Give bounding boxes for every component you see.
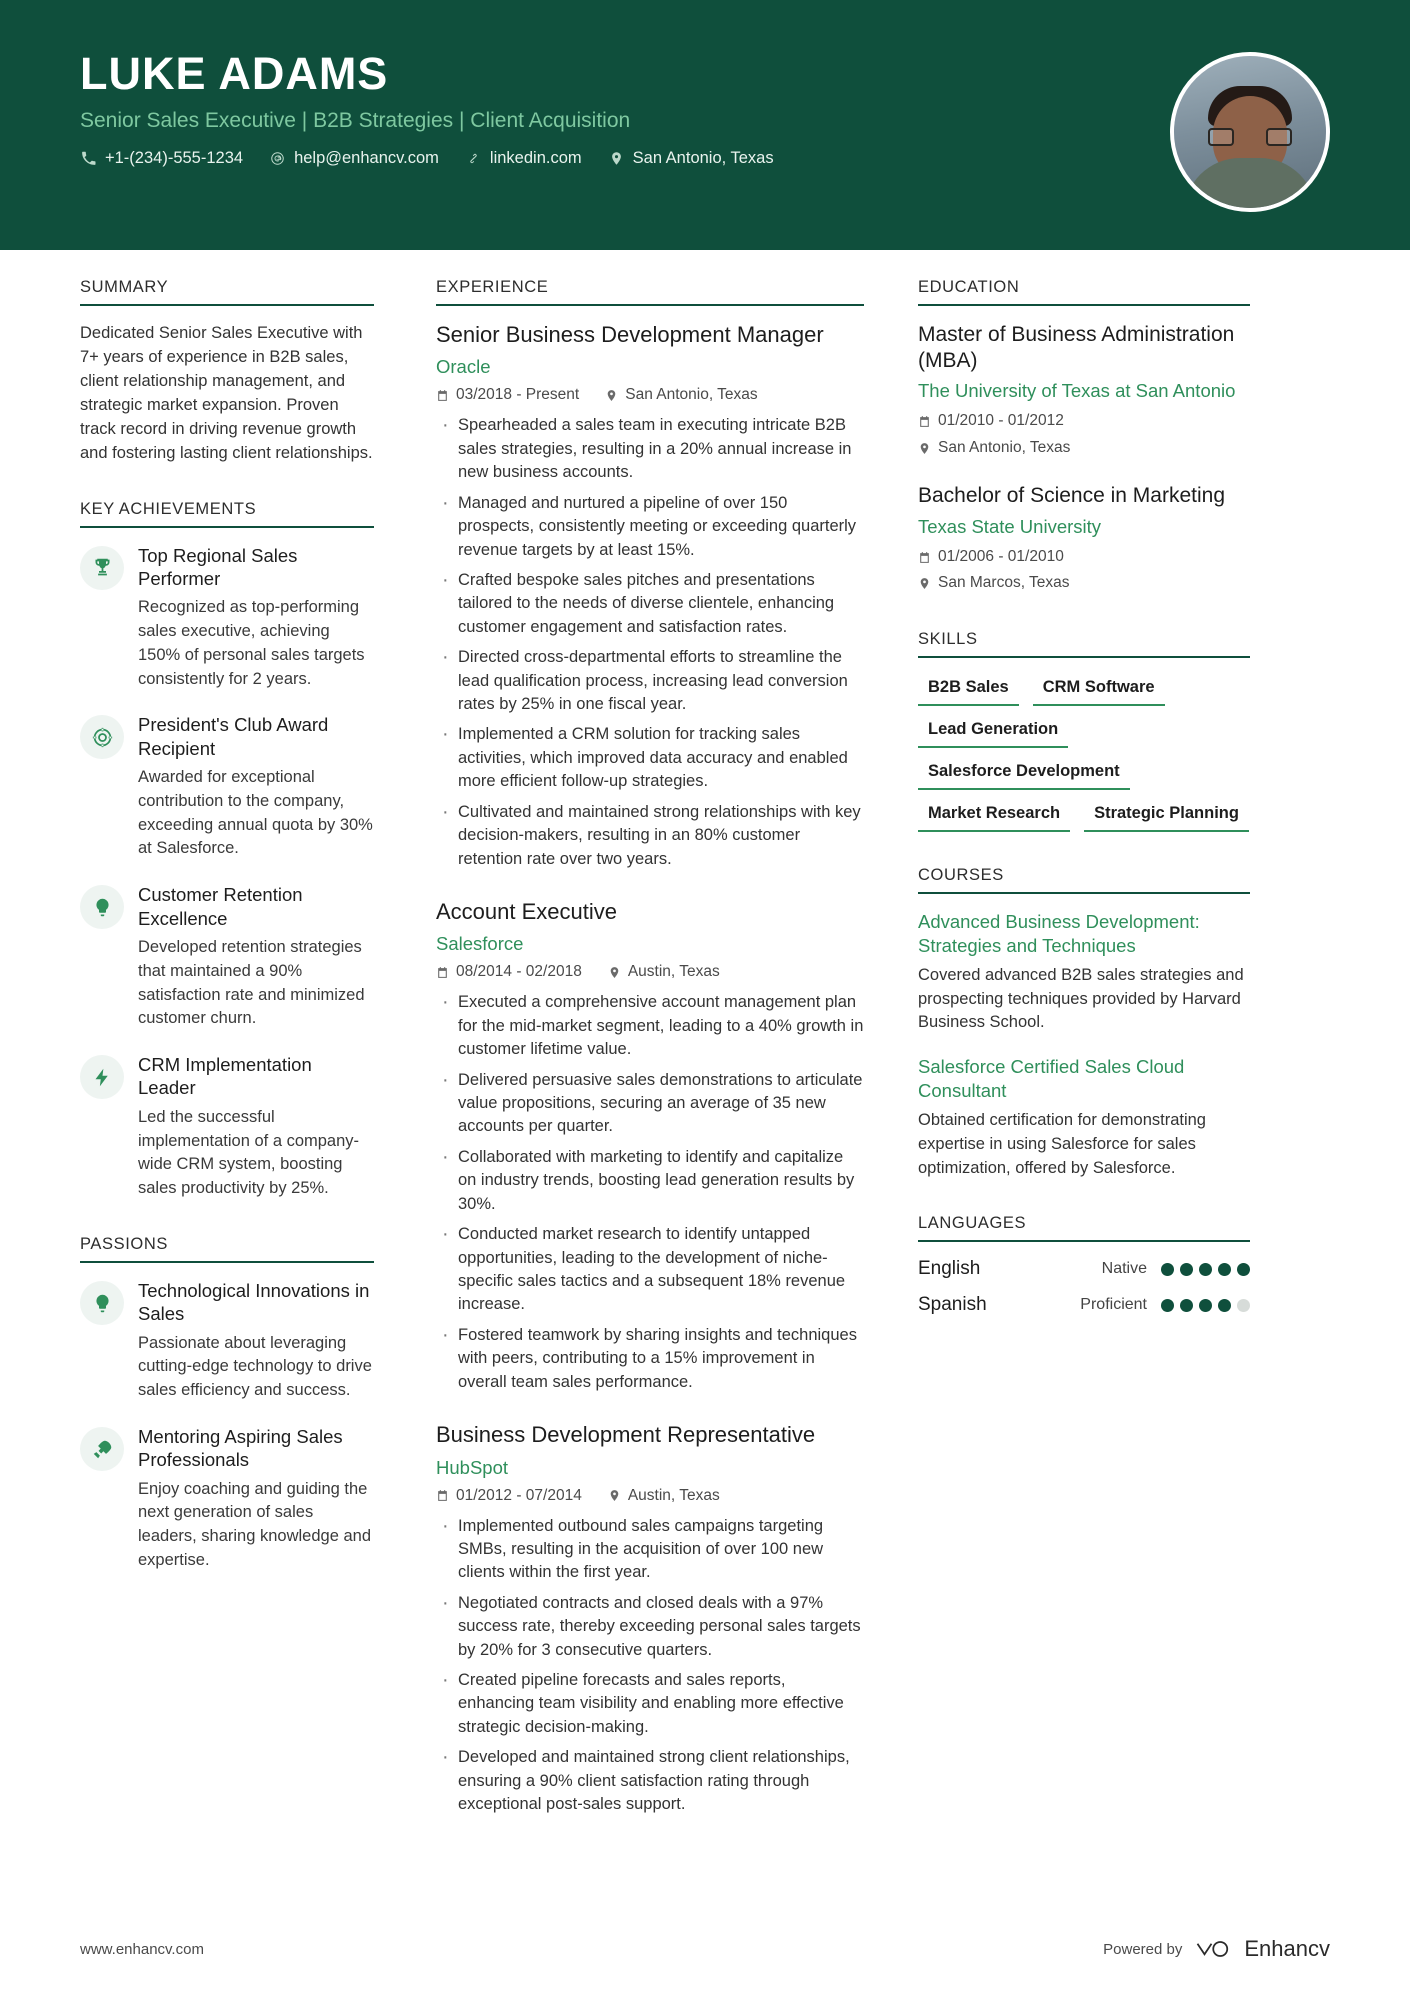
experience-item [436,1422,864,1816]
skills-title: SKILLS [918,630,1250,658]
contact-location [608,149,774,168]
job-bullet: · Fostered teamwork by sharing insights and techniques with peers, contributing to a 15% improvement in overall team sales performance. [436,1324,864,1394]
job-location [608,1487,720,1505]
job-meta [436,1487,864,1505]
achievement-item [80,883,374,1031]
job-location [605,386,757,404]
contact-email-text[interactable]: help@enhancv.com [294,149,439,168]
job-title: Business Development Representative [436,1422,816,1448]
education-location [918,571,1250,596]
page-footer [0,1903,1410,1995]
education-location-text: San Marcos, Texas [938,574,1070,592]
experience-column [410,278,890,1845]
course-desc: Covered advanced B2B sales strategies and prospecting techniques provided by Harvard Business School. [918,965,1244,1032]
achievement-item [80,713,374,861]
education-item [918,483,1250,596]
section-passions [80,1235,374,1573]
education-degree: Master of Business Administration (MBA) [918,323,1235,372]
section-key-achievements [80,500,374,1202]
passion-title: Mentoring Aspiring Sales Professionals [138,1426,343,1471]
link-icon [465,150,482,167]
job-location-text: Austin, Texas [627,963,720,981]
right-column [890,278,1250,1350]
achievement-text: Led the successful implementation of a company-wide CRM system, boosting sales productivity by 25%. [138,1107,360,1198]
resume-header [0,0,1410,250]
location-icon [918,442,931,455]
email-icon [269,150,286,167]
languages-title: LANGUAGES [918,1214,1250,1242]
job-bullet: · Created pipeline forecasts and sales reports, enhancing team visibility and enabling more effective strategic decision-making. [436,1669,864,1739]
job-dates [436,1487,582,1505]
summary-text: Dedicated Senior Sales Executive with 7+ years of experience in B2B sales, client relationship management, and strategic market expansion. Proven track record in driving revenue growth and fostering lasting client relationships. [80,324,373,462]
language-item [918,1258,1250,1280]
passion-item [80,1425,374,1573]
enhancv-mark [1194,1937,1236,1961]
job-meta [436,963,864,981]
job-title: Senior Business Development Manager [436,322,824,347]
job-title: Account Executive [436,898,617,924]
education-dates-text: 01/2006 - 01/2010 [938,547,1064,565]
lightbulb-icon [80,885,124,929]
education-title: EDUCATION [918,278,1250,306]
summary-title: SUMMARY [80,278,374,306]
language-level: Proficient [1080,1296,1147,1314]
calendar-icon [436,966,449,979]
education-school: Texas State University [918,515,1102,537]
job-bullet: · Directed cross-departmental efforts to streamline the lead qualification process, increasing lead conversion rates by 25% in one fiscal year. [436,646,864,716]
footer-website[interactable]: www.enhancv.com [80,1940,204,1958]
achievement-item [80,544,374,692]
achievement-title: President's Club Award Recipient [138,714,329,759]
job-dates-text: 08/2014 - 02/2018 [456,963,582,981]
job-location [608,963,720,981]
course-item [918,910,1250,1035]
job-company: HubSpot [436,1456,508,1478]
section-summary [80,278,374,466]
job-meta [436,386,864,404]
education-dates [918,409,1250,434]
education-degree: Bachelor of Science in Marketing [918,483,1225,507]
job-bullet: · Conducted market research to identify untapped opportunities, leading to the development of niche-specific sales tactics and a subsequent 18% revenue increase. [436,1223,864,1317]
achievement-title: Top Regional Sales Performer [138,544,298,589]
passion-title: Technological Innovations in Sales [138,1280,370,1325]
education-school: The University of Texas at San Antonio [918,380,1236,402]
location-icon [918,577,931,590]
job-bullets [436,1515,864,1817]
rocket-icon [80,1427,124,1471]
headline: Senior Sales Executive | B2B Strategies | Client Acquisition [80,109,631,133]
job-bullet: · Delivered persuasive sales demonstrations to articulate value propositions, securing an average of 35 new accounts per quarter. [436,1069,864,1139]
course-title: Advanced Business Development: Strategies and Techniques [918,911,1200,956]
job-bullets [436,991,864,1394]
course-desc: Obtained certification for demonstrating expertise in using Salesforce for sales optimization, offered by Salesforce. [918,1110,1206,1177]
job-bullet: · Spearheaded a sales team in executing intricate B2B sales strategies, resulting in a 20% annual increase in new business accounts. [436,414,864,484]
job-bullet: · Negotiated contracts and closed deals with a 97% success rate, thereby exceeding personal sales targets by 20% for 3 consecutive quarters. [436,1592,864,1662]
job-bullet: · Executed a comprehensive account management plan for the mid-market segment, leading to a 40% growth in customer lifetime value. [436,991,864,1061]
achievement-title: CRM Implementation Leader [138,1054,312,1099]
education-location [918,436,1250,461]
skill-chip: Strategic Planning [1084,800,1249,832]
resume-body [0,250,1410,1845]
education-meta [918,545,1250,597]
language-rating [1161,1263,1250,1276]
job-dates-text: 03/2018 - Present [456,386,580,404]
skill-chip: Salesforce Development [918,758,1130,790]
job-bullet: · Developed and maintained strong client relationships, ensuring a 90% client satisfaction rating through exceptional post-sales support. [436,1746,864,1816]
achievements-title: KEY ACHIEVEMENTS [80,500,374,528]
job-location-text: San Antonio, Texas [625,386,758,404]
language-name: Spanish [918,1294,987,1316]
calendar-icon [436,389,449,402]
target-icon [80,715,124,759]
contact-phone [80,149,243,168]
contact-location-text: San Antonio, Texas [632,149,774,168]
language-item [918,1294,1250,1316]
section-education [918,278,1250,596]
brand-name: Enhancv [1244,1936,1330,1961]
page-title: LUKE ADAMS [80,48,389,99]
skill-chip: CRM Software [1033,674,1165,706]
trophy-icon [80,546,124,590]
avatar [1170,52,1330,212]
location-icon [608,150,625,167]
calendar-icon [918,551,931,564]
job-dates [436,963,582,981]
job-company: Salesforce [436,933,524,955]
job-location-text: Austin, Texas [627,1486,720,1504]
skill-chip: Market Research [918,800,1070,832]
contact-phone-text: +1-(234)-555-1234 [105,149,244,168]
job-dates [436,386,579,404]
courses-title: COURSES [918,866,1250,894]
lightbulb-icon [80,1281,124,1325]
bolt-icon [80,1055,124,1099]
job-bullet: · Crafted bespoke sales pitches and presentations tailored to the needs of diverse clientele, enhancing customer engagement and satisfaction rates. [436,569,864,639]
phone-icon [80,150,97,167]
enhancv-logo [1194,1936,1330,1962]
education-location-text: San Antonio, Texas [938,439,1071,457]
left-column [80,278,410,1607]
location-icon [605,389,618,402]
contact-link[interactable] [465,149,582,168]
job-bullet: · Cultivated and maintained strong relationships with key decision-makers, resulting in an 80% customer retention rate over two years. [436,801,864,871]
experience-title: EXPERIENCE [436,278,864,306]
section-skills [918,630,1250,832]
language-rating [1161,1299,1250,1312]
job-company: Oracle [436,356,491,378]
course-title: Salesforce Certified Sales Cloud Consultant [918,1056,1185,1102]
calendar-icon [436,1489,449,1502]
language-level: Native [1101,1260,1147,1278]
location-icon [608,1489,621,1502]
language-name: English [918,1258,981,1280]
skill-chip: B2B Sales [918,674,1019,706]
passion-item [80,1279,374,1403]
achievement-text: Awarded for exceptional contribution to the company, exceeding annual quota by 30% at Salesforce. [138,767,373,858]
passion-text: Enjoy coaching and guiding the next generation of sales leaders, sharing knowledge and expertise. [138,1479,371,1570]
job-bullet: · Managed and nurtured a pipeline of over 150 prospects, consistently meeting or exceeding quarterly revenue targets by at least 15%. [436,492,864,562]
powered-by [1103,1936,1330,1962]
location-icon [608,966,621,979]
passions-title: PASSIONS [80,1235,374,1263]
education-meta [918,409,1250,461]
section-courses [918,866,1250,1180]
education-item [918,322,1250,461]
experience-item [436,322,864,871]
job-bullet: · Collaborated with marketing to identify and capitalize on industry trends, boosting lead generation results by 30%. [436,1146,864,1216]
job-bullet: · Implemented outbound sales campaigns targeting SMBs, resulting in the acquisition of over 100 new clients within the first year. [436,1515,864,1585]
education-dates [918,545,1250,570]
achievement-text: Recognized as top-performing sales executive, achieving 150% of personal sales targets consistently for 2 years. [138,597,365,688]
experience-item [436,899,864,1394]
calendar-icon [918,415,931,428]
achievement-text: Developed retention strategies that maintained a 90% satisfaction rate and minimized customer churn. [138,937,365,1028]
avatar-photo [1174,56,1326,208]
job-dates-text: 01/2012 - 07/2014 [456,1486,582,1504]
section-languages [918,1214,1250,1316]
skill-chip: Lead Generation [918,716,1068,748]
powered-by-label: Powered by [1103,1940,1183,1958]
skills-list [918,674,1250,832]
job-bullets [436,414,864,871]
contact-link-text[interactable]: linkedin.com [489,149,582,168]
achievement-title: Customer Retention Excellence [138,884,303,929]
job-bullet: · Implemented a CRM solution for tracking sales activities, which improved data accuracy and enabled more efficient follow-up strategies. [436,723,864,793]
achievement-item [80,1053,374,1201]
contact-row [80,149,1330,168]
contact-email [269,149,439,168]
passion-text: Passionate about leveraging cutting-edge technology to drive sales efficiency and success. [138,1333,372,1400]
education-dates-text: 01/2010 - 01/2012 [938,412,1064,430]
course-item [918,1055,1250,1180]
